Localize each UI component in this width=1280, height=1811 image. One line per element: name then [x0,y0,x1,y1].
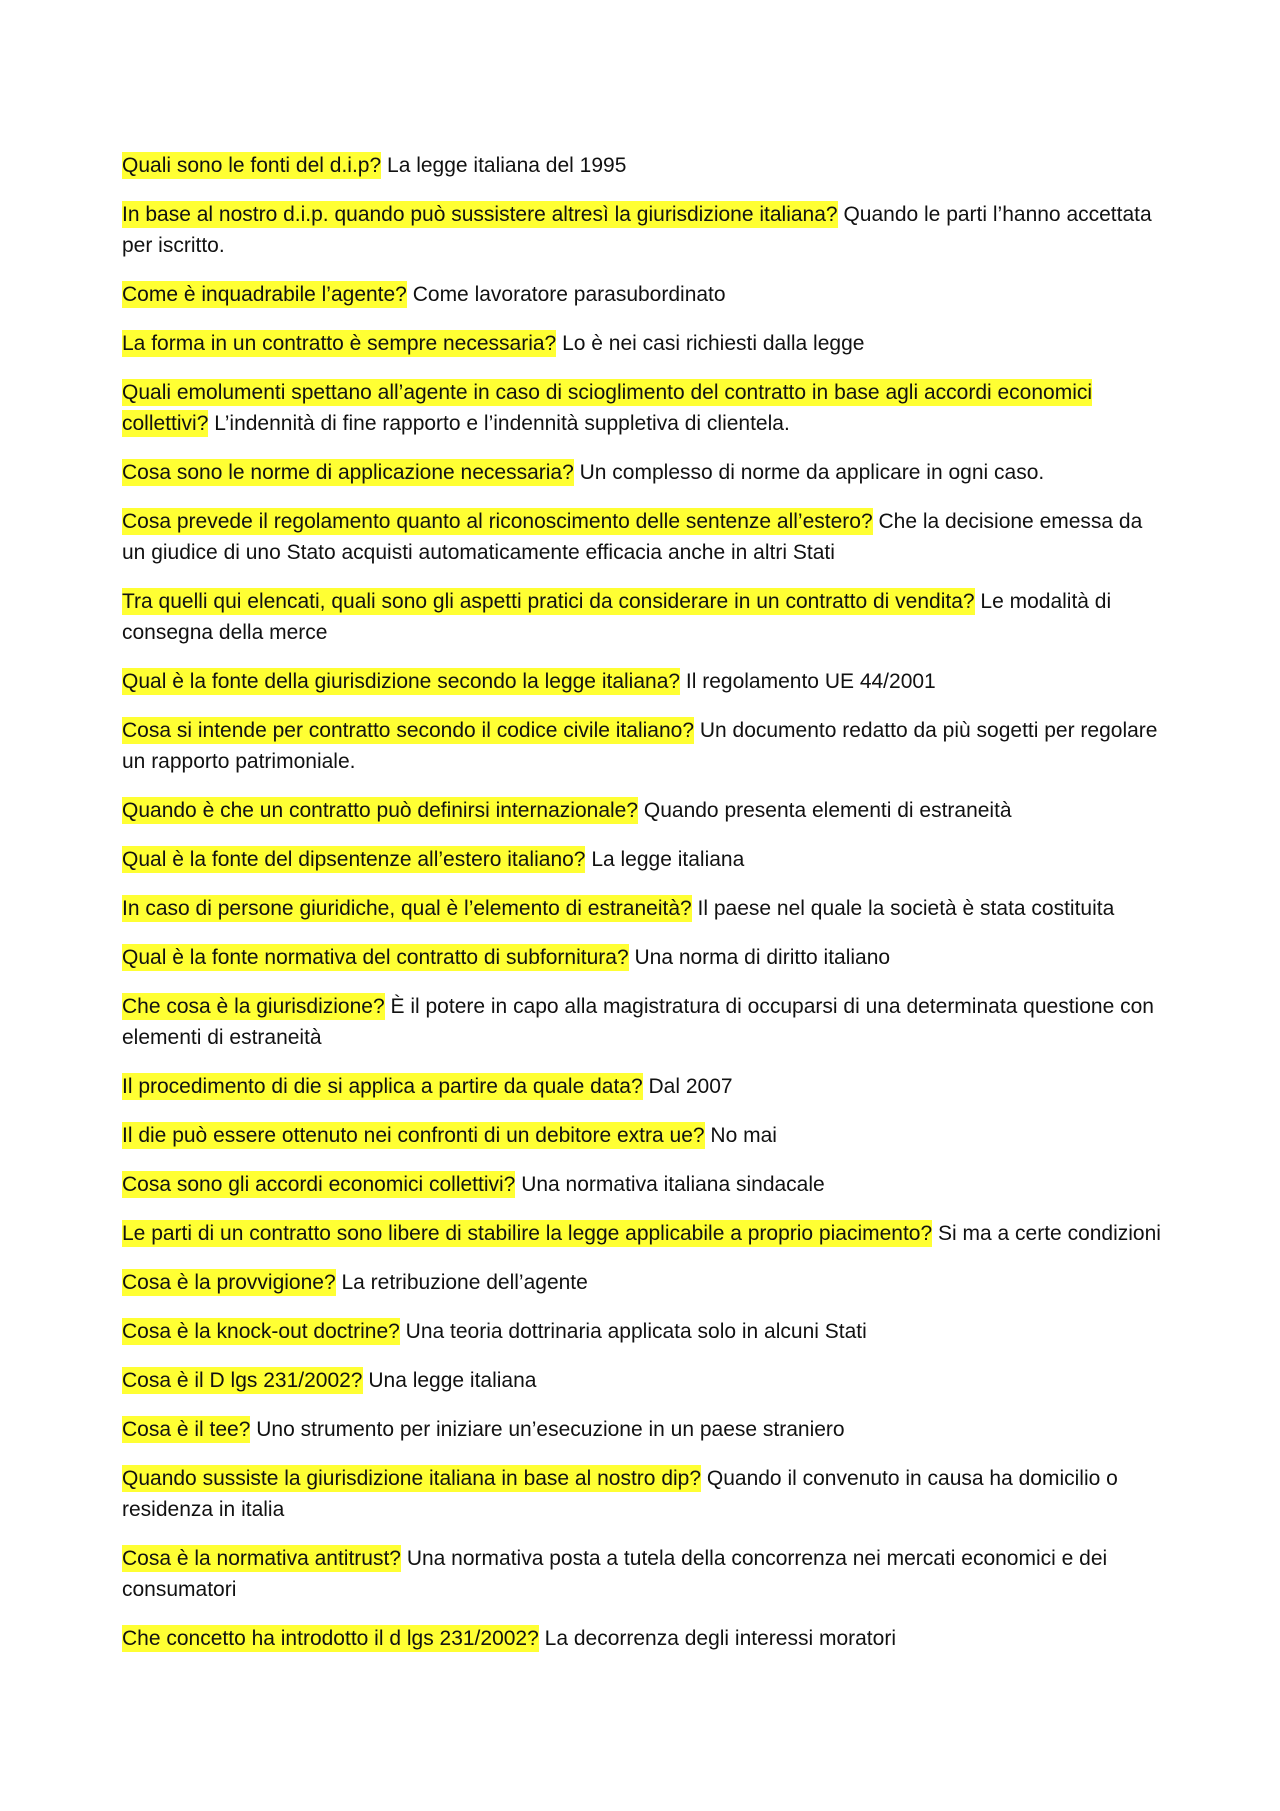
qa-item [122,457,1167,488]
qa-item [122,1316,1167,1347]
answer-text: Un documento redatto da più sogetti per regolare un rapporto patrimoniale. [122,719,1158,773]
answer-text: È il potere in capo alla magistratura di occuparsi di una determinata questione con elementi di estraneità [122,995,1154,1049]
answer-text: La retribuzione dell’agente [341,1271,588,1294]
question-text: Cosa si intende per contratto secondo il codice civile italiano? [122,719,694,742]
qa-item [122,1365,1167,1396]
question-text: Qual è la fonte normativa del contratto di subfornitura? [122,946,629,969]
answer-text: Si ma a certe condizioni [938,1222,1161,1245]
qa-item [122,1463,1167,1525]
document-page [122,150,1167,1672]
qa-item [122,795,1167,826]
qa-item [122,328,1167,359]
answer-text: Una normativa italiana sindacale [521,1173,825,1196]
answer-text: Le modalità di consegna della merce [122,590,1112,644]
answer-text: Che la decisione emessa da un giudice di uno Stato acquisti automaticamente efficacia anche in altri Stati [122,510,1143,564]
question-text: Cosa è la knock-out doctrine? [122,1320,400,1343]
qa-item [122,377,1167,439]
qa-item [122,1414,1167,1445]
qa-item [122,586,1167,648]
answer-text: La decorrenza degli interessi moratori [544,1627,896,1650]
question-text: Il procedimento di die si applica a partire da quale data? [122,1075,643,1098]
question-text: Qual è la fonte della giurisdizione secondo la legge italiana? [122,670,681,693]
qa-item [122,1169,1167,1200]
answer-text: Il paese nel quale la società è stata costituita [697,897,1115,920]
question-text: Tra quelli qui elencati, quali sono gli aspetti pratici da considerare in un contratto di vendita? [122,590,975,613]
qa-item [122,1071,1167,1102]
question-text: Cosa sono le norme di applicazione necessaria? [122,461,574,484]
qa-item [122,666,1167,697]
answer-text: Il regolamento UE 44/2001 [685,670,936,693]
qa-item [122,1218,1167,1249]
qa-item [122,844,1167,875]
qa-item [122,893,1167,924]
answer-text: Uno strumento per iniziare un’esecuzione in un paese straniero [256,1418,845,1441]
question-text: Cosa è la provvigione? [122,1271,336,1294]
question-text: Che cosa è la giurisdizione? [122,995,385,1018]
qa-item [122,150,1167,181]
question-text: Cosa è la normativa antitrust? [122,1547,401,1570]
answer-text: Una norma di diritto italiano [634,946,891,969]
question-text: Cosa è il D lgs 231/2002? [122,1369,363,1392]
question-text: Il die può essere ottenuto nei confronti di un debitore extra ue? [122,1124,705,1147]
qa-item [122,1120,1167,1151]
qa-item [122,991,1167,1053]
qa-item [122,942,1167,973]
answer-text: Come lavoratore parasubordinato [412,283,726,306]
answer-text: Una teoria dottrinaria applicata solo in alcuni Stati [405,1320,867,1343]
answer-text: No mai [710,1124,777,1147]
question-text: Cosa sono gli accordi economici collettivi? [122,1173,516,1196]
question-text: Quando sussiste la giurisdizione italiana in base al nostro dip? [122,1467,702,1490]
answer-text: Lo è nei casi richiesti dalla legge [562,332,865,355]
question-text: Le parti di un contratto sono libere di stabilire la legge applicabile a proprio piacimento? [122,1222,933,1245]
qa-item [122,506,1167,568]
qa-item [122,279,1167,310]
answer-text: Quando presenta elementi di estraneità [643,799,1012,822]
answer-text: La legge italiana [591,848,745,871]
question-text: Cosa prevede il regolamento quanto al riconoscimento delle sentenze all’estero? [122,510,873,533]
answer-text: Quando le parti l’hanno accettata per iscritto. [122,203,1152,257]
question-text: Quali emolumenti spettano all’agente in caso di scioglimento del contratto in base agli accordi economici collettivi? [122,381,1093,435]
question-text: Quali sono le fonti del d.i.p? [122,154,382,177]
qa-item [122,715,1167,777]
qa-item [122,1543,1167,1605]
question-text: La forma in un contratto è sempre necessaria? [122,332,557,355]
question-text: Come è inquadrabile l’agente? [122,283,407,306]
question-text: In base al nostro d.i.p. quando può sussistere altresì la giurisdizione italiana? [122,203,838,226]
answer-text: Una normativa posta a tutela della concorrenza nei mercati economici e dei consumatori [122,1547,1108,1601]
question-text: Quando è che un contratto può definirsi internazionale? [122,799,639,822]
question-text: Che concetto ha introdotto il d lgs 231/2002? [122,1627,539,1650]
answer-text: Un complesso di norme da applicare in ogni caso. [579,461,1045,484]
answer-text: Dal 2007 [648,1075,733,1098]
qa-item [122,199,1167,261]
answer-text: La legge italiana del 1995 [387,154,627,177]
question-text: Cosa è il tee? [122,1418,251,1441]
question-text: In caso di persone giuridiche, qual è l’elemento di estraneità? [122,897,692,920]
answer-text: Quando il convenuto in causa ha domicilio o residenza in italia [122,1467,1118,1521]
qa-item [122,1623,1167,1654]
question-text: Qual è la fonte del dipsentenze all’estero italiano? [122,848,586,871]
answer-text: Una legge italiana [368,1369,537,1392]
answer-text: L’indennità di fine rapporto e l’indennità suppletiva di clientela. [214,412,790,435]
qa-item [122,1267,1167,1298]
